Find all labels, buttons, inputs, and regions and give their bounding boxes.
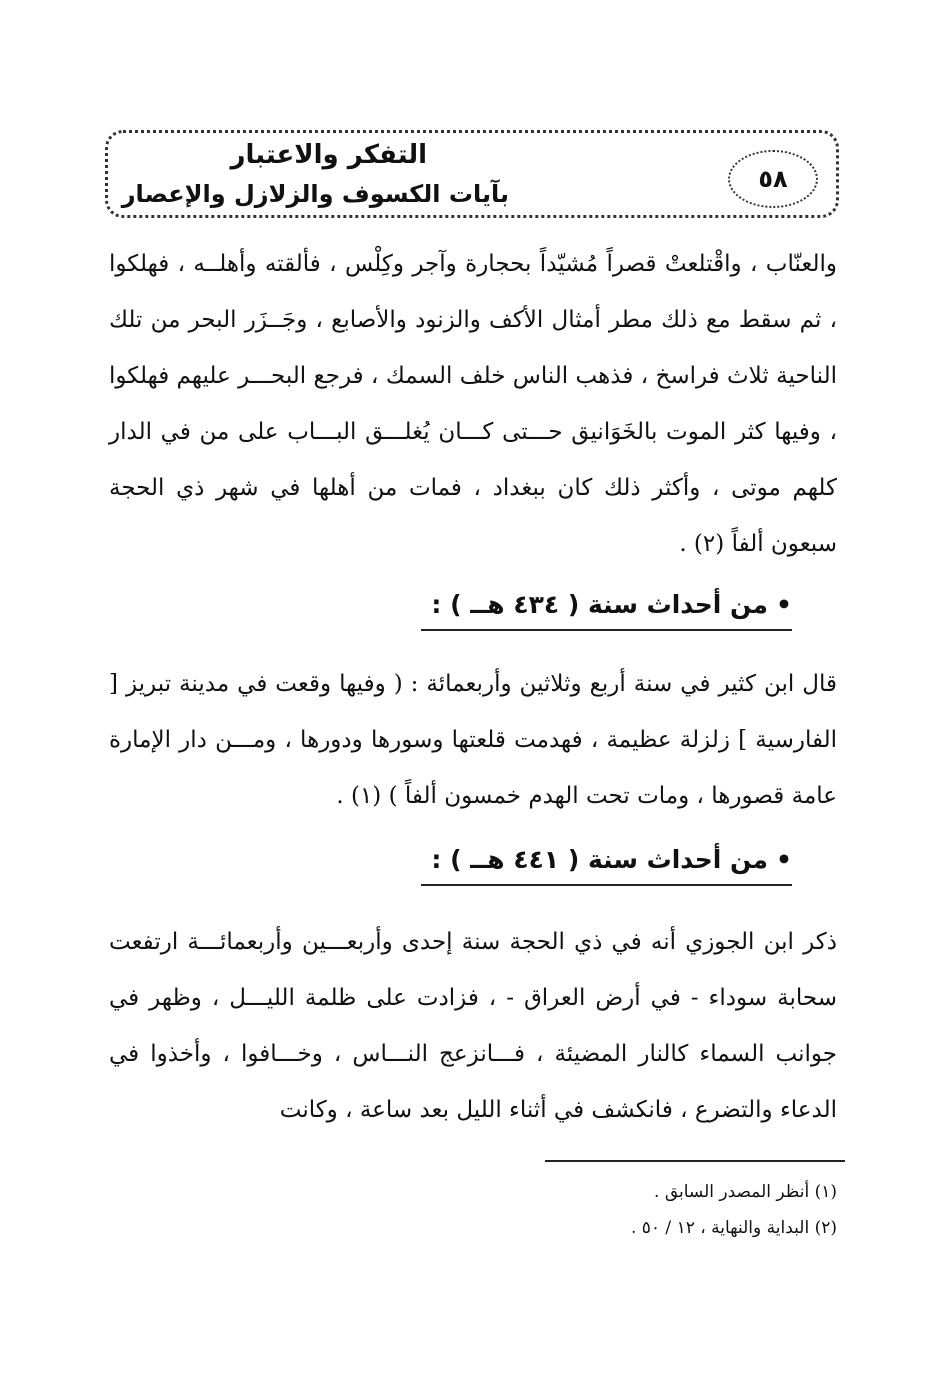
section-heading — [421, 590, 792, 631]
bullet-icon: • — [776, 590, 792, 619]
paragraph: ذكر ابن الجوزي أنه في ذي الحجة سنة إحدى وأربعـــين وأربعمائـــة ارتفعت سحابة سوداء - في أرض العراق - ، فزادت على ظلمة الليـــل ، وظهر في جوانب السماء كالنار المضيئة ، فـــانزعج النـــاس ، وخـــافوا ، وأخذوا في الدعاء والتضرع ، فانكشف في أثناء الليل بعد ساعة ، وكانت — [109, 929, 837, 1123]
paragraph: والعنّاب ، واقْتلعتْ قصراً مُشيّداً بحجارة وآجر وكِلْس ، فألقته وأهلــه ، فهلكوا ، ثم سقط مع ذلك مطر أمثال الأكف والزنود والأصابع ، وجَــزَر البحر من تلك الناحية ثلاث فراسخ ، فذهب الناس خلف السمك ، فرجع البحـــر عليهم فهلكوا ، وفيها كثر الموت بالخَوَانيق حـــتى كـــان يُغلـــق البـــاب على من في الدار كلهم موتى ، وأكثر ذلك كان ببغداد ، فمات من أهلها في شهر ذي الحجة سبعون ألفاً (٢) . — [109, 251, 837, 557]
footnote: (٢) البداية والنهاية ، ١٢ / ٥٠ . — [630, 1218, 837, 1238]
running-title: التفكر والاعتبار — [230, 140, 427, 170]
footnote: (١) أنظر المصدر السابق . — [654, 1182, 837, 1202]
footnote-divider — [545, 1160, 845, 1162]
paragraph: قال ابن كثير في سنة أربع وثلاثين وأربعمائة : ( وفيها وقعت في مدينة تبريز [ الفارسية ] زلزلة عظيمة ، فهدمت قلعتها وسورها ودورها ، ومـــن دار الإمارة عامة قصورها ، ومات تحت الهدم خمسون ألفاً ) (١) . — [109, 671, 837, 809]
page-number-badge — [728, 150, 818, 208]
running-subtitle: بآيات الكسوف والزلازل والإعصار — [121, 180, 509, 208]
section-heading-text: من أحداث سنة ( ٤٤١ هــ ) : — [431, 845, 769, 874]
bullet-icon: • — [776, 845, 792, 874]
section-heading-text: من أحداث سنة ( ٤٣٤ هــ ) : — [431, 590, 769, 619]
section-heading — [421, 845, 792, 886]
page-number: ٥٨ — [758, 165, 788, 193]
